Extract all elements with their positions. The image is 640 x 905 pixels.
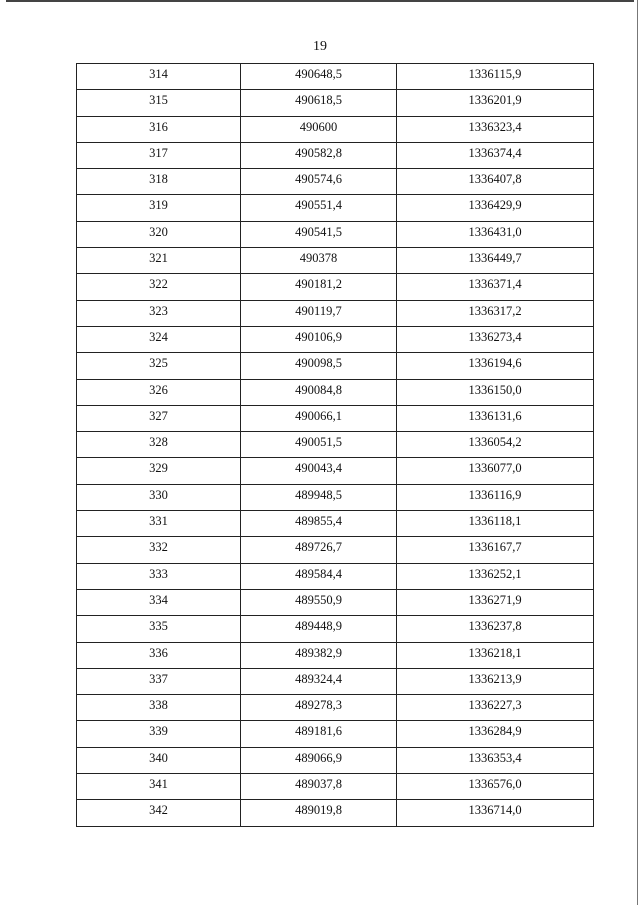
table-row (77, 563, 594, 589)
table-row (77, 116, 594, 142)
y-coordinate-cell: 1336194,6 (397, 353, 594, 379)
y-coordinate-cell: 1336118,1 (397, 511, 594, 537)
point-number-cell: 329 (77, 458, 241, 484)
x-coordinate-cell: 490098,5 (241, 353, 397, 379)
y-coordinate-cell: 1336284,9 (397, 721, 594, 747)
table-row (77, 90, 594, 116)
x-coordinate-cell: 490551,4 (241, 195, 397, 221)
x-coordinate-cell: 489324,4 (241, 668, 397, 694)
x-coordinate-cell: 489448,9 (241, 616, 397, 642)
table-row (77, 300, 594, 326)
point-number-cell: 320 (77, 221, 241, 247)
point-number-cell: 334 (77, 589, 241, 615)
x-coordinate-cell: 490181,2 (241, 274, 397, 300)
point-number-cell: 324 (77, 326, 241, 352)
table-row (77, 195, 594, 221)
table-row (77, 642, 594, 668)
point-number-cell: 321 (77, 248, 241, 274)
page-edge-top (6, 0, 634, 2)
table-row (77, 695, 594, 721)
x-coordinate-cell: 490378 (241, 248, 397, 274)
y-coordinate-cell: 1336576,0 (397, 774, 594, 800)
x-coordinate-cell: 490618,5 (241, 90, 397, 116)
point-number-cell: 341 (77, 774, 241, 800)
point-number-cell: 333 (77, 563, 241, 589)
x-coordinate-cell: 489584,4 (241, 563, 397, 589)
y-coordinate-cell: 1336131,6 (397, 405, 594, 431)
table-row (77, 721, 594, 747)
table-row (77, 668, 594, 694)
table-row (77, 142, 594, 168)
y-coordinate-cell: 1336323,4 (397, 116, 594, 142)
x-coordinate-cell: 490119,7 (241, 300, 397, 326)
x-coordinate-cell: 489550,9 (241, 589, 397, 615)
point-number-cell: 331 (77, 511, 241, 537)
y-coordinate-cell: 1336218,1 (397, 642, 594, 668)
y-coordinate-cell: 1336150,0 (397, 379, 594, 405)
y-coordinate-cell: 1336237,8 (397, 616, 594, 642)
table-row (77, 432, 594, 458)
x-coordinate-cell: 489855,4 (241, 511, 397, 537)
x-coordinate-cell: 490043,4 (241, 458, 397, 484)
point-number-cell: 317 (77, 142, 241, 168)
table-row (77, 274, 594, 300)
table-row (77, 616, 594, 642)
point-number-cell: 339 (77, 721, 241, 747)
table-row (77, 405, 594, 431)
point-number-cell: 322 (77, 274, 241, 300)
y-coordinate-cell: 1336271,9 (397, 589, 594, 615)
y-coordinate-cell: 1336054,2 (397, 432, 594, 458)
point-number-cell: 325 (77, 353, 241, 379)
x-coordinate-cell: 490541,5 (241, 221, 397, 247)
y-coordinate-cell: 1336449,7 (397, 248, 594, 274)
y-coordinate-cell: 1336201,9 (397, 90, 594, 116)
x-coordinate-cell: 490051,5 (241, 432, 397, 458)
y-coordinate-cell: 1336115,9 (397, 64, 594, 90)
x-coordinate-cell: 490066,1 (241, 405, 397, 431)
table-row (77, 169, 594, 195)
table-row (77, 484, 594, 510)
table-row (77, 800, 594, 826)
x-coordinate-cell: 489948,5 (241, 484, 397, 510)
point-number-cell: 330 (77, 484, 241, 510)
x-coordinate-cell: 489726,7 (241, 537, 397, 563)
point-number-cell: 335 (77, 616, 241, 642)
table-row (77, 326, 594, 352)
coordinates-table-body (77, 64, 594, 827)
x-coordinate-cell: 490648,5 (241, 64, 397, 90)
y-coordinate-cell: 1336429,9 (397, 195, 594, 221)
point-number-cell: 315 (77, 90, 241, 116)
y-coordinate-cell: 1336077,0 (397, 458, 594, 484)
y-coordinate-cell: 1336167,7 (397, 537, 594, 563)
y-coordinate-cell: 1336714,0 (397, 800, 594, 826)
y-coordinate-cell: 1336252,1 (397, 563, 594, 589)
point-number-cell: 332 (77, 537, 241, 563)
point-number-cell: 337 (77, 668, 241, 694)
table-row (77, 248, 594, 274)
y-coordinate-cell: 1336273,4 (397, 326, 594, 352)
point-number-cell: 314 (77, 64, 241, 90)
table-row (77, 774, 594, 800)
table-row (77, 353, 594, 379)
point-number-cell: 340 (77, 747, 241, 773)
y-coordinate-cell: 1336431,0 (397, 221, 594, 247)
point-number-cell: 318 (77, 169, 241, 195)
table-row (77, 64, 594, 90)
x-coordinate-cell: 490106,9 (241, 326, 397, 352)
table-row (77, 537, 594, 563)
y-coordinate-cell: 1336116,9 (397, 484, 594, 510)
point-number-cell: 336 (77, 642, 241, 668)
x-coordinate-cell: 490574,6 (241, 169, 397, 195)
y-coordinate-cell: 1336213,9 (397, 668, 594, 694)
x-coordinate-cell: 489382,9 (241, 642, 397, 668)
y-coordinate-cell: 1336227,3 (397, 695, 594, 721)
table-row (77, 747, 594, 773)
table-row (77, 221, 594, 247)
y-coordinate-cell: 1336371,4 (397, 274, 594, 300)
point-number-cell: 323 (77, 300, 241, 326)
y-coordinate-cell: 1336317,2 (397, 300, 594, 326)
point-number-cell: 326 (77, 379, 241, 405)
table-row (77, 379, 594, 405)
x-coordinate-cell: 490600 (241, 116, 397, 142)
point-number-cell: 328 (77, 432, 241, 458)
x-coordinate-cell: 489278,3 (241, 695, 397, 721)
point-number-cell: 316 (77, 116, 241, 142)
coordinates-table (76, 63, 594, 827)
x-coordinate-cell: 489037,8 (241, 774, 397, 800)
page-edge-right (637, 0, 638, 905)
y-coordinate-cell: 1336407,8 (397, 169, 594, 195)
x-coordinate-cell: 489181,6 (241, 721, 397, 747)
y-coordinate-cell: 1336374,4 (397, 142, 594, 168)
table-row (77, 589, 594, 615)
point-number-cell: 338 (77, 695, 241, 721)
x-coordinate-cell: 489019,8 (241, 800, 397, 826)
table-row (77, 511, 594, 537)
x-coordinate-cell: 490582,8 (241, 142, 397, 168)
y-coordinate-cell: 1336353,4 (397, 747, 594, 773)
x-coordinate-cell: 489066,9 (241, 747, 397, 773)
table-row (77, 458, 594, 484)
point-number-cell: 327 (77, 405, 241, 431)
point-number-cell: 342 (77, 800, 241, 826)
x-coordinate-cell: 490084,8 (241, 379, 397, 405)
page-number: 19 (313, 39, 327, 54)
point-number-cell: 319 (77, 195, 241, 221)
